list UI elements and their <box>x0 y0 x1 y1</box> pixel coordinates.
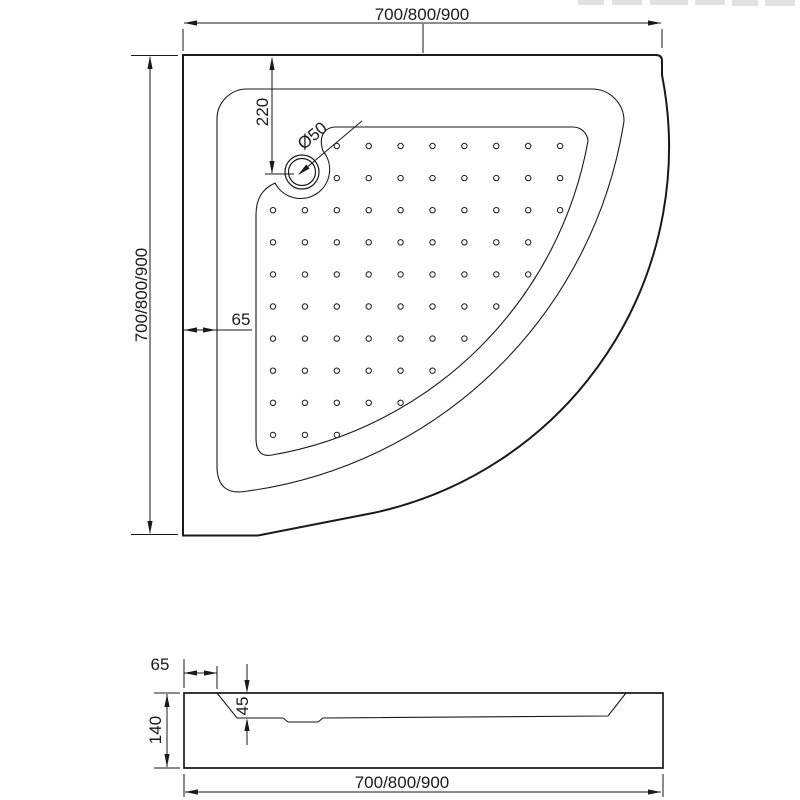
top-view <box>131 5 669 536</box>
anti-slip-dot <box>398 272 403 277</box>
anti-slip-dot <box>334 272 339 277</box>
anti-slip-dot <box>494 304 499 309</box>
anti-slip-dot <box>430 143 435 148</box>
anti-slip-dot <box>494 208 499 213</box>
anti-slip-dot <box>398 336 403 341</box>
side-outer-outline <box>184 693 663 768</box>
anti-slip-dot <box>302 272 307 277</box>
anti-slip-dot <box>430 304 435 309</box>
anti-slip-dot <box>270 432 275 437</box>
arrow-up-icon <box>147 56 152 69</box>
anti-slip-dot <box>557 208 562 213</box>
anti-slip-dot <box>302 400 307 405</box>
dim-side-width <box>184 773 663 797</box>
anti-slip-dot <box>334 175 339 180</box>
anti-slip-dot <box>302 368 307 373</box>
side-basin-profile <box>217 693 626 722</box>
dim-left-height <box>131 56 178 535</box>
anti-slip-dot <box>398 240 403 245</box>
anti-slip-dot <box>366 272 371 277</box>
anti-slip-dot <box>526 208 531 213</box>
anti-slip-dot <box>366 240 371 245</box>
anti-slip-dot <box>270 336 275 341</box>
anti-slip-dot <box>270 208 275 213</box>
drain-diameter-label: Ø50 <box>294 118 331 154</box>
anti-slip-dot <box>462 175 467 180</box>
dim-side-rim-width <box>151 655 217 689</box>
arrow-left-icon <box>184 327 197 332</box>
anti-slip-dot <box>430 240 435 245</box>
dim-side-height <box>146 693 180 768</box>
anti-slip-dot <box>334 336 339 341</box>
arrow-left-icon <box>185 789 198 794</box>
left-height-label: 700/800/900 <box>132 247 151 343</box>
anti-slip-dot <box>398 368 403 373</box>
anti-slip-dot <box>270 272 275 277</box>
side-view <box>146 655 663 797</box>
side-rim-width-label: 65 <box>150 655 170 674</box>
arrow-up-icon <box>164 694 169 707</box>
anti-slip-dots <box>270 143 563 437</box>
anti-slip-dot <box>270 400 275 405</box>
side-height-label: 140 <box>146 715 165 745</box>
anti-slip-dot <box>302 304 307 309</box>
anti-slip-dot <box>462 304 467 309</box>
anti-slip-dot <box>398 175 403 180</box>
anti-slip-dot <box>526 272 531 277</box>
anti-slip-dot <box>430 336 435 341</box>
arrow-down-icon <box>244 680 249 693</box>
arrow-right-icon <box>203 327 216 332</box>
anti-slip-dot <box>334 432 339 437</box>
anti-slip-dot <box>334 304 339 309</box>
anti-slip-dot <box>557 143 562 148</box>
anti-slip-dot <box>334 400 339 405</box>
anti-slip-dot <box>366 143 371 148</box>
anti-slip-dot <box>462 336 467 341</box>
anti-slip-dot <box>270 304 275 309</box>
arrow-right-icon <box>648 20 661 25</box>
anti-slip-dot <box>398 143 403 148</box>
anti-slip-dot <box>302 240 307 245</box>
arrow-right-icon <box>204 670 217 675</box>
anti-slip-dot <box>430 175 435 180</box>
anti-slip-dot <box>366 175 371 180</box>
tray-floor-outline <box>256 127 588 455</box>
side-width-label: 700/800/900 <box>354 773 450 792</box>
anti-slip-dot <box>334 368 339 373</box>
anti-slip-dot <box>462 240 467 245</box>
anti-slip-dot <box>494 272 499 277</box>
dim-basin-depth <box>233 664 252 745</box>
arrow-left-icon <box>184 670 197 675</box>
anti-slip-dot <box>494 143 499 148</box>
anti-slip-dot <box>526 240 531 245</box>
anti-slip-dot <box>430 272 435 277</box>
anti-slip-dot <box>557 175 562 180</box>
anti-slip-dot <box>398 208 403 213</box>
anti-slip-dot <box>462 272 467 277</box>
dim-drain-offset <box>253 57 294 174</box>
anti-slip-dot <box>302 432 307 437</box>
anti-slip-dot <box>270 368 275 373</box>
anti-slip-dot <box>398 304 403 309</box>
top-width-label: 700/800/900 <box>374 5 470 24</box>
anti-slip-dot <box>366 368 371 373</box>
anti-slip-dot <box>494 175 499 180</box>
anti-slip-dot <box>526 175 531 180</box>
drain-offset-label: 220 <box>253 97 272 127</box>
arrow-down-icon <box>269 161 274 174</box>
anti-slip-dot <box>366 400 371 405</box>
anti-slip-dot <box>526 143 531 148</box>
anti-slip-dot <box>430 368 435 373</box>
anti-slip-dot <box>366 304 371 309</box>
rim-width-label: 65 <box>231 310 251 329</box>
anti-slip-dot <box>430 208 435 213</box>
arrow-up-icon <box>269 57 274 70</box>
anti-slip-dot <box>494 240 499 245</box>
dim-top-width <box>183 5 662 53</box>
anti-slip-dot <box>302 336 307 341</box>
anti-slip-dot <box>462 208 467 213</box>
basin-depth-label: 45 <box>233 696 252 716</box>
anti-slip-dot <box>398 400 403 405</box>
anti-slip-dot <box>302 208 307 213</box>
anti-slip-dot <box>334 240 339 245</box>
anti-slip-dot <box>334 208 339 213</box>
arrow-right-icon <box>648 789 661 794</box>
watermark-artifact <box>578 0 795 6</box>
anti-slip-dot <box>462 143 467 148</box>
arrow-down-icon <box>147 521 152 534</box>
arrow-down-icon <box>164 754 169 767</box>
tray-rim-outline <box>217 89 624 492</box>
arrow-left-icon <box>184 20 197 25</box>
anti-slip-dot <box>366 208 371 213</box>
dim-rim-width <box>184 310 252 333</box>
anti-slip-dot <box>270 240 275 245</box>
anti-slip-dot <box>366 336 371 341</box>
arrow-up-icon <box>244 718 249 731</box>
